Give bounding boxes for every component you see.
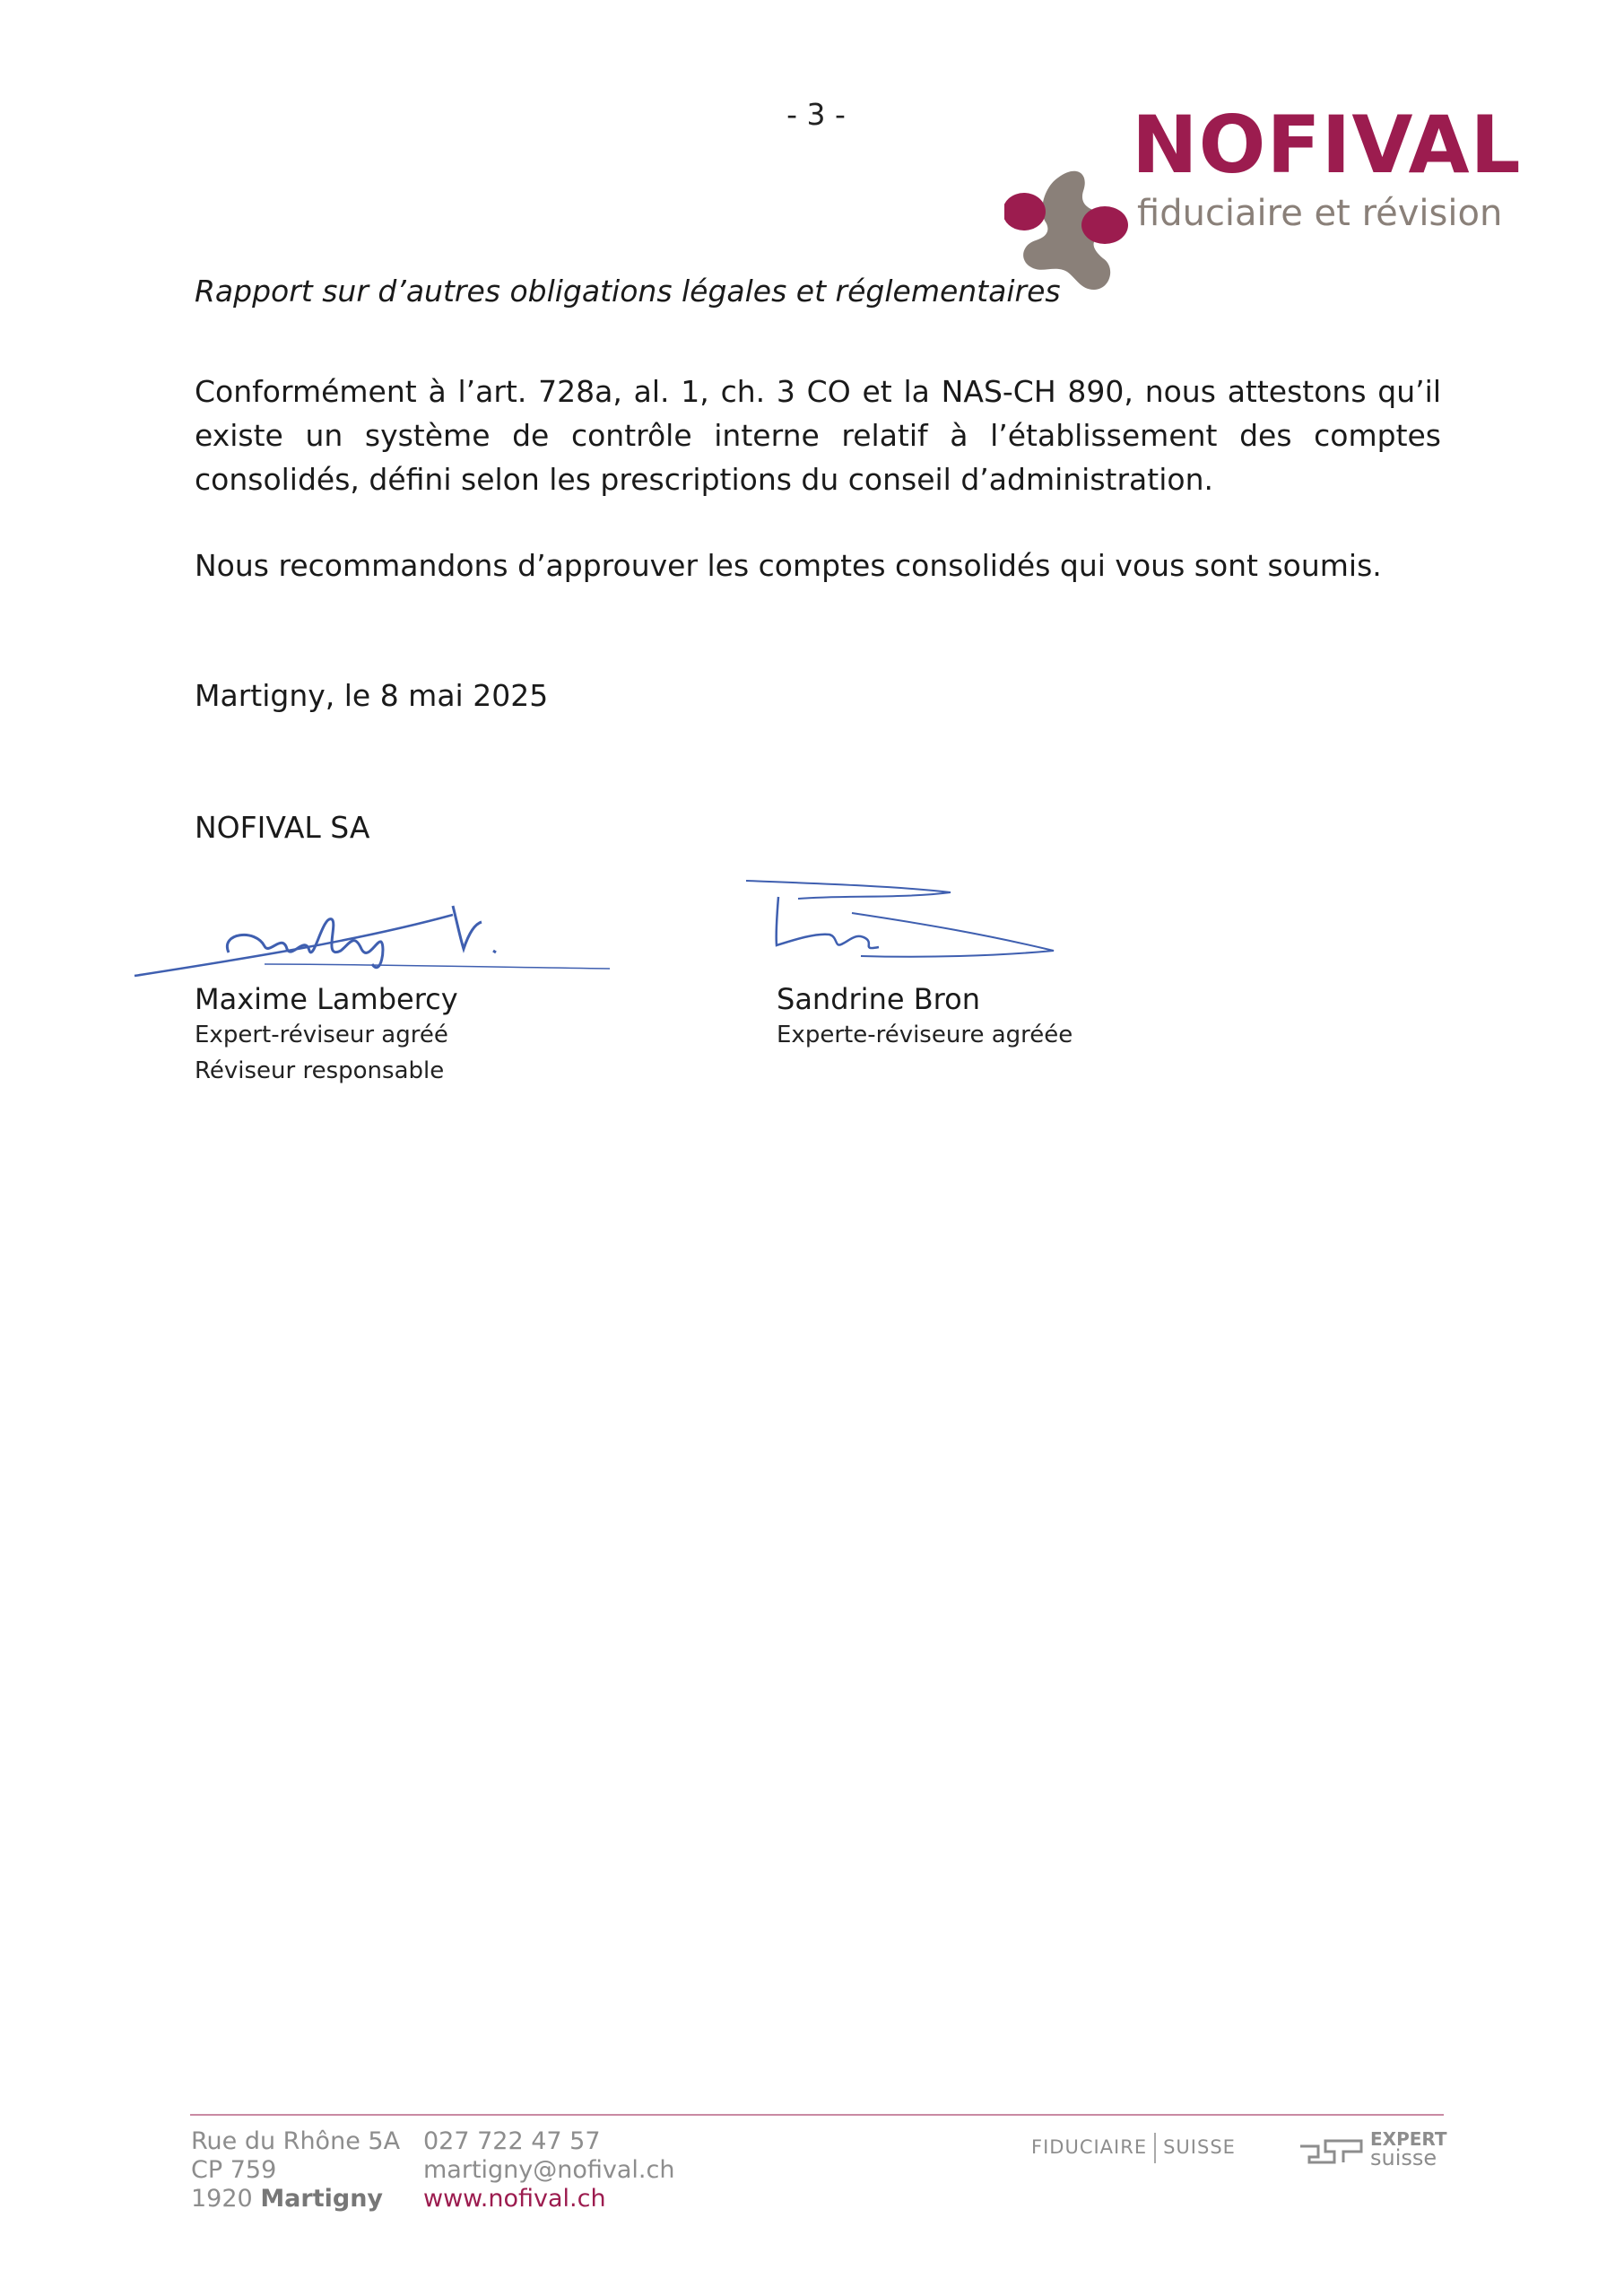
address-postcode: 1920 <box>191 2185 253 2213</box>
signer-name: Maxime Lambercy <box>195 982 458 1016</box>
page-number: - 3 - <box>786 97 846 132</box>
logo-tagline: fiduciaire et révision <box>1137 193 1503 234</box>
signature-sandrine-bron <box>744 879 1067 969</box>
signer-block-left <box>195 981 458 1089</box>
signer-title: Expert-réviseur agréé <box>195 1022 448 1048</box>
fiduciaire-label: FIDUCIAIRE <box>1031 2136 1148 2158</box>
signature-maxime-lambercy <box>130 879 614 987</box>
address-city: Martigny <box>260 2185 384 2213</box>
signer-name: Sandrine Bron <box>777 982 980 1016</box>
section-title: Rapport sur d’autres obligations légales et réglementaires <box>195 274 1061 309</box>
expert-suisse-text <box>1370 2130 1447 2168</box>
firm-name: NOFIVAL SA <box>195 810 370 845</box>
fiduciaire-separator <box>1154 2133 1156 2163</box>
expert-suisse-mark-icon <box>1298 2137 1363 2166</box>
address-street: Rue du Rhône 5A <box>191 2127 401 2155</box>
paragraph-internal-control: Conformément à l’art. 728a, al. 1, ch. 3 CO et la NAS-CH 890, nous attestons qu’il existe un système de contrôle interne relatif à l’établissement des comptes consolidés, défini selon les prescriptions du conseil d’administration. <box>195 374 1441 497</box>
paragraph-recommendation: Nous recommandons d’approuver les comptes consolidés qui vous sont soumis. <box>195 548 1382 583</box>
signer-title: Experte-réviseure agréée <box>777 1022 1073 1048</box>
address-po-box: CP 759 <box>191 2156 277 2184</box>
expert-suisse-logo <box>1298 2128 1451 2171</box>
footer-email[interactable]: martigny@nofival.ch <box>423 2156 675 2184</box>
footer-divider <box>190 2114 1444 2116</box>
address-city-line <box>191 2185 400 2213</box>
logo-wordmark: NOFIVAL <box>1132 99 1522 191</box>
suisse-label: SUISSE <box>1163 2136 1236 2158</box>
footer-website[interactable]: www.nofival.ch <box>423 2185 606 2213</box>
place-and-date: Martigny, le 8 mai 2025 <box>195 678 549 713</box>
signer-block-right <box>777 981 1073 1053</box>
footer-contact <box>423 2127 674 2213</box>
suisse-label: suisse <box>1370 2145 1437 2170</box>
fiduciaire-suisse-logo <box>1031 2133 1236 2163</box>
expert-label: EXPERT <box>1370 2128 1447 2150</box>
nofival-logo <box>1004 99 1522 294</box>
footer-phone: 027 722 47 57 <box>423 2127 601 2155</box>
footer-address <box>191 2127 400 2213</box>
signer-role: Réviseur responsable <box>195 1057 445 1084</box>
